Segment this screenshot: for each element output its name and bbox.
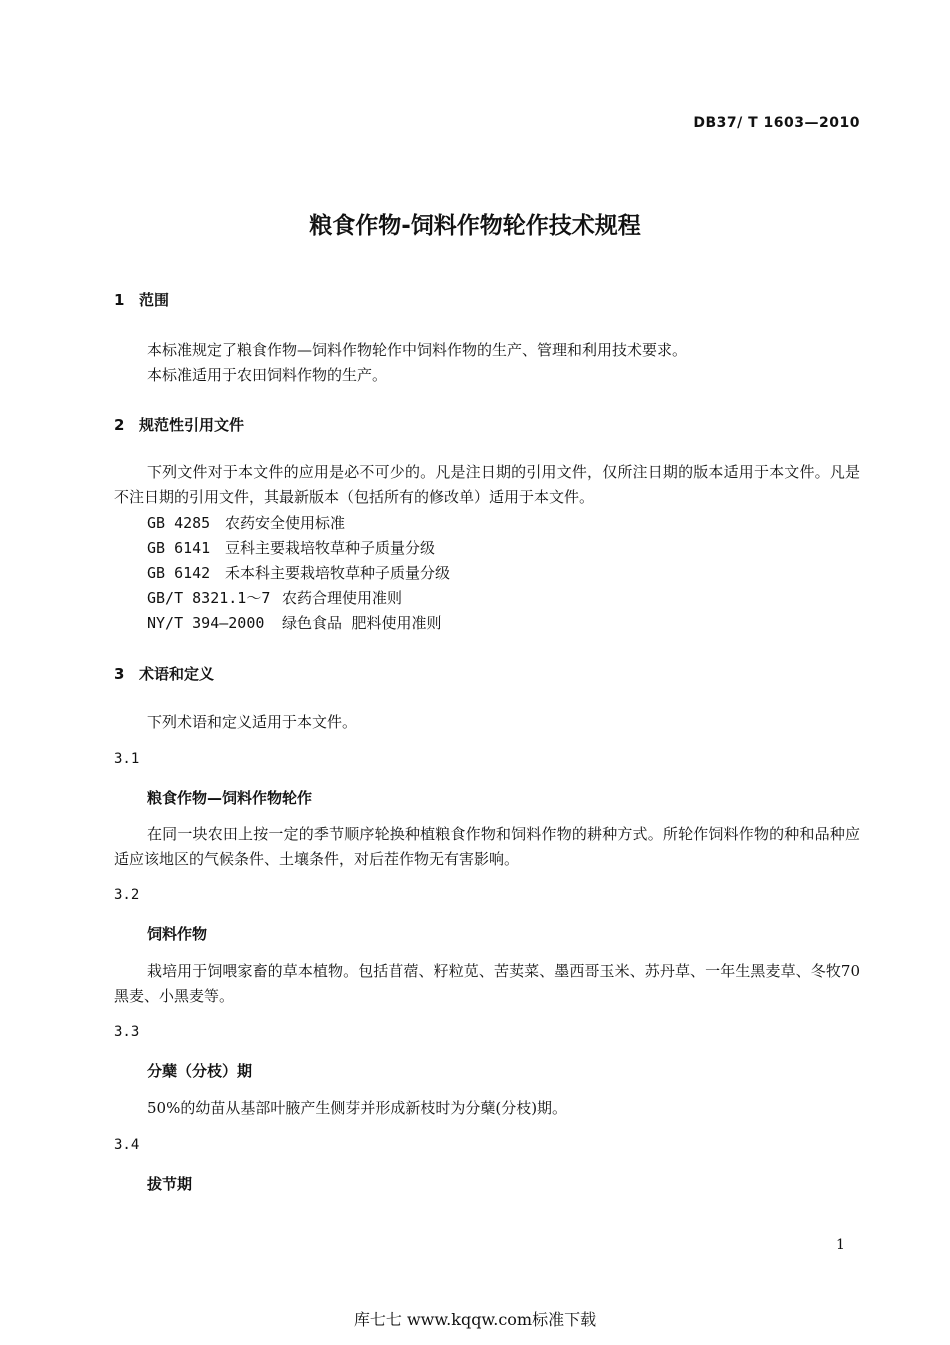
section-title: 术语和定义	[139, 665, 215, 683]
term-definition: 在同一块农田上按一定的季节顺序轮换种植粮食作物和饲料作物的耕种方式。所轮作饲料作物的种和品种应适应该地区的气候条件、土壤条件，对后茬作物无有害影响。	[114, 825, 860, 868]
section-title: 规范性引用文件	[139, 416, 245, 434]
term-definition: 50%的幼苗从基部叶腋产生侧芽并形成新枝时为分蘖(分枝)期。	[147, 1099, 568, 1117]
paragraph: 本标准规定了粮食作物—饲料作物轮作中饲料作物的生产、管理和利用技术要求。	[147, 341, 688, 359]
section-number: 2	[114, 416, 125, 434]
reference-name: 农药合理使用准则	[282, 589, 403, 607]
section-1-heading	[114, 289, 169, 310]
term-number: 3.3	[114, 1024, 140, 1040]
reference-name: 绿色食品 肥料使用准则	[282, 614, 442, 632]
paragraph: 下列文件对于本文件的应用是必不可少的。凡是注日期的引用文件，仅所注日期的版本适用于本文件。凡是不注日期的引用文件，其最新版本（包括所有的修改单）适用于本文件。	[114, 463, 860, 506]
section-3-heading	[114, 663, 214, 684]
download-footer: 库七七 www.kqqw.com标准下载	[353, 1310, 597, 1329]
section-number: 1	[114, 291, 125, 309]
reference-code: GB/T 8321.1～7	[147, 589, 271, 607]
page-number: 1	[836, 1237, 845, 1253]
reference-code: GB 6141	[147, 539, 211, 557]
paragraph: 下列术语和定义适用于本文件。	[147, 713, 358, 731]
section-number: 3	[114, 665, 125, 683]
section-title: 范围	[139, 291, 170, 309]
reference-item	[147, 537, 435, 558]
document-title: 粮食作物-饲料作物轮作技术规程	[309, 213, 641, 239]
reference-name: 豆科主要栽培牧草种子质量分级	[225, 539, 436, 557]
term-number: 3.4	[114, 1137, 140, 1153]
reference-item	[147, 562, 450, 583]
reference-code: GB 6142	[147, 564, 211, 582]
term-name: 拔节期	[147, 1175, 193, 1193]
reference-item	[147, 512, 345, 533]
term-number: 3.1	[114, 751, 140, 767]
term-name: 粮食作物—饲料作物轮作	[147, 789, 313, 807]
paragraph: 本标准适用于农田饲料作物的生产。	[147, 366, 388, 384]
reference-item	[147, 587, 402, 608]
term-number: 3.2	[114, 887, 140, 903]
term-name: 饲料作物	[147, 925, 208, 943]
reference-code: NY/T 394—2000	[147, 614, 265, 632]
reference-code: GB 4285	[147, 514, 211, 532]
reference-name: 农药安全使用标准	[225, 514, 346, 532]
section-2-heading	[114, 414, 244, 435]
reference-name: 禾本科主要栽培牧草种子质量分级	[225, 564, 451, 582]
reference-item	[147, 612, 442, 633]
term-name: 分蘖（分枝）期	[147, 1062, 253, 1080]
term-definition: 栽培用于饲喂家畜的草本植物。包括苜蓿、籽粒苋、苦荬菜、墨西哥玉米、苏丹草、一年生黑麦草、冬牧70黑麦、小黑麦等。	[114, 962, 860, 1005]
standard-code: DB37/ T 1603—2010	[693, 115, 860, 131]
